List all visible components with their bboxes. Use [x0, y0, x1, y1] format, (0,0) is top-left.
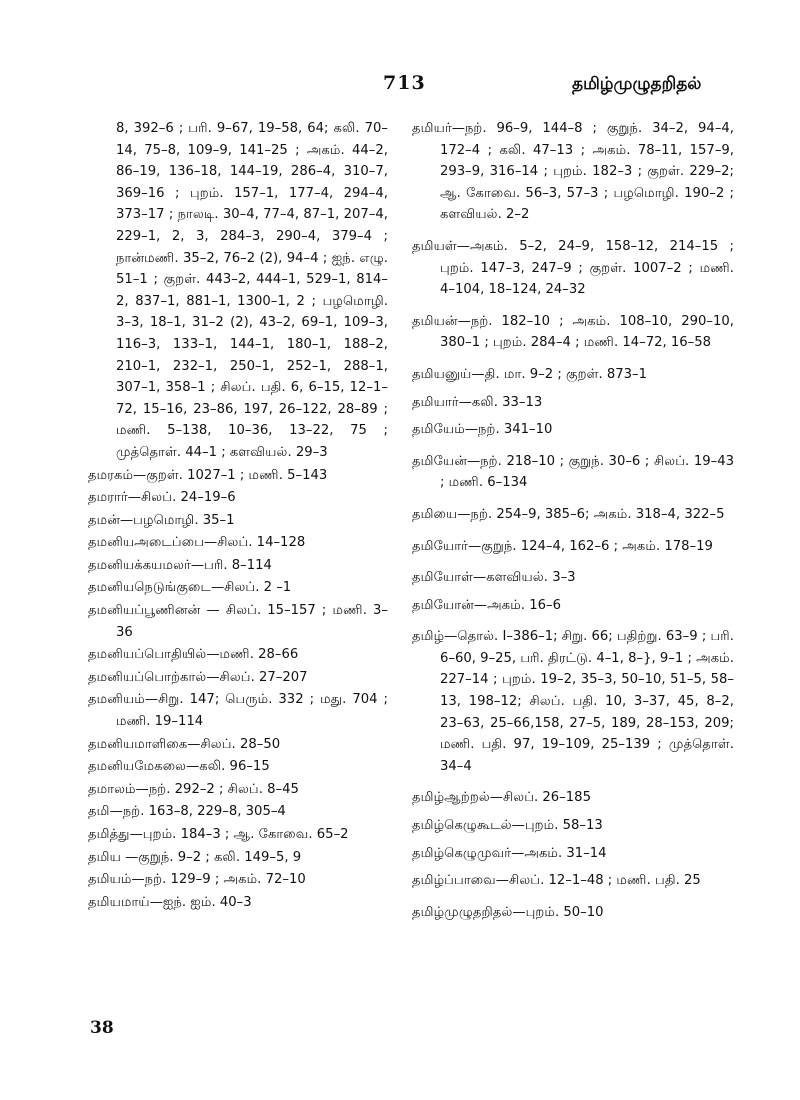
page-number: 713	[383, 72, 426, 94]
right-column	[412, 118, 734, 933]
index-entry: தமியேன்—நற். 218–10 ; குறுந். 30–6 ; சிலப். 19–43 ; மணி. 6–134	[412, 453, 734, 491]
footer-signature-number: 38	[90, 1018, 114, 1038]
index-entry: தமனியமேகலை—கலி. 96–15	[88, 759, 270, 775]
index-entry: தமியோள்—களவியல். 3–3	[412, 570, 576, 586]
index-entry: தமனியநெடுங்குடை—சிலப். 2 –1	[88, 580, 292, 596]
index-entry: தமியர்—நற். 96–9, 144–8 ; குறுந். 34–2, 94–4, 172–4 ; கலி. 47–13 ; அகம். 78–11, 157–9, 293–9, 316–14 ; புறம். 182–3 ; குறள். 229–2; ஆ. கோவை. 56–3, 57–3 ; பழமொழி. 190–2 ; களவியல். 2–2	[412, 121, 734, 223]
index-entry: தமி—நற். 163–8, 229–8, 305–4	[88, 804, 286, 820]
index-entry: தமிழ்ஆற்றல்—சிலப். 26–185	[412, 790, 591, 806]
index-entry: தமிழ்—தொல். I–386–1; சிறு. 66; பதிற்று. 63–9 ; பரி. 6–60, 9–25, பரி. திரட்டு. 4–1, 8–}, 9–1 ; அகம். 227–14 ; புறம். 19–2, 35–3, 50–10, 51–5, 58–13, 198–12; சிலப். பதி. 10, 3–37, 45, 8–2, 23–63, 25–66,158, 27–5, 189, 28–153, 209; மணி. பதி. 97, 19–109, 25–139 ; முத்தொள். 34–4	[412, 629, 734, 774]
index-entry: தமியம்—நற். 129–9 ; அகம். 72–10	[88, 872, 306, 888]
index-entry: தமனியக்கயமலர்—பரி. 8–114	[88, 557, 272, 573]
index-entry: தமிழ்கெழுகூடல்—புறம். 58–13	[412, 818, 603, 834]
index-entry: தமியேம்—நற். 341–10	[412, 422, 553, 438]
index-entry: தமியோர்—குறுந். 124–4, 162–6 ; அகம். 178–19	[412, 538, 713, 554]
index-entry: தமிய —குறுந். 9–2 ; கலி. 149–5, 9	[88, 849, 302, 865]
index-entry: தமியை—நற். 254–9, 385–6; அகம். 318–4, 322–5	[412, 506, 725, 522]
index-entry: தமியள்—அகம். 5–2, 24–9, 158–12, 214–15 ; புறம். 147–3, 247–9 ; குறள். 1007–2 ; மணி. 4–104, 18–124, 24–32	[412, 238, 734, 298]
index-entry: தமனியமாளிகை—சிலப். 28–50	[88, 736, 281, 752]
index-entry: தமனியப்பொதியில்—மணி. 28–66	[88, 647, 299, 663]
index-entry: தமிழ்கெழுமுவர்—அகம். 31–14	[412, 845, 607, 861]
index-entry: தமியார்—கலி. 33–13	[412, 394, 543, 410]
left-column	[88, 118, 388, 914]
index-entry: 8, 392–6 ; பரி. 9–67, 19–58, 64; கலி. 70–14, 75–8, 109–9, 141–25 ; அகம். 44–2, 86–19, 136–18, 144–19, 286–4, 310–7, 369–16 ; புறம். 157–1, 177–4, 294–4, 373–17 ; நாலடி. 30–4, 77–4, 87–1, 207–4, 229–1, 2, 3, 284–3, 290–4, 379–4 ; நான்மணி. 35–2, 76–2 (2), 94–4 ; ஐந். எழு. 51–1 ; குறள். 443–2, 444–1, 529–1, 814–2, 837–1, 881–1, 1300–1, 2 ; பழமொழி. 3–3, 18–1, 31–2 (2), 43–2, 69–1, 109–3, 116–3, 133–1, 144–1, 180–1, 188–2, 210–1, 232–1, 250–1, 252–1, 288–1, 307–1, 358–1 ; சிலப். பதி. 6, 6–15, 12–1–72, 15–16, 23–86, 197, 26–122, 28–89 ; மணி. 5–138, 10–36, 13–22, 75 ; முத்தொள். 44–1 ; களவியல். 29–3	[116, 121, 388, 460]
index-entry: தமனியப்பொற்கால்—சிலப். 27–207	[88, 669, 308, 685]
index-entry: தமாலம்—நற். 292–2 ; சிலப். 8–45	[88, 781, 299, 797]
index-entry: தமிழ்ப்பாவை—சிலப். 12–1–48 ; மணி. பதி. 25	[412, 873, 701, 889]
index-entry: தமரார்—சிலப். 24–19–6	[88, 490, 236, 506]
index-entry: தமியனுய்—தி. மா. 9–2 ; குறள். 873–1	[412, 366, 648, 382]
index-entry: தமித்து—புறம். 184–3 ; ஆ. கோவை. 65–2	[88, 827, 349, 842]
index-entry: தமனியம்—சிறு. 147; பெரும். 332 ; மது. 704 ; மணி. 19–114	[88, 692, 388, 730]
index-entry: தமியன்—நற். 182–10 ; அகம். 108–10, 290–10, 380–1 ; புறம். 284–4 ; மணி. 14–72, 16–58	[412, 313, 734, 351]
index-entry: தமிழ்முழுதறிதல்—புறம். 50–10	[412, 904, 604, 920]
index-entry: தமியோன்—அகம். 16–6	[412, 597, 561, 613]
index-entry: தமன்—பழமொழி. 35–1	[88, 512, 235, 528]
index-entry: தமியமாய்—ஐந். ஐம். 40–3	[88, 894, 252, 910]
index-entry: தமனியப்பூணினன் — சிலப். 15–157 ; மணி. 3–36	[88, 603, 388, 640]
index-entry: தமரகம்—குறள். 1027–1 ; மணி. 5–143	[88, 467, 328, 483]
index-entry: தமனியஅடைப்பை—சிலப். 14–128	[88, 535, 306, 551]
running-head: தமிழ்முழுதறிதல்	[572, 74, 702, 94]
